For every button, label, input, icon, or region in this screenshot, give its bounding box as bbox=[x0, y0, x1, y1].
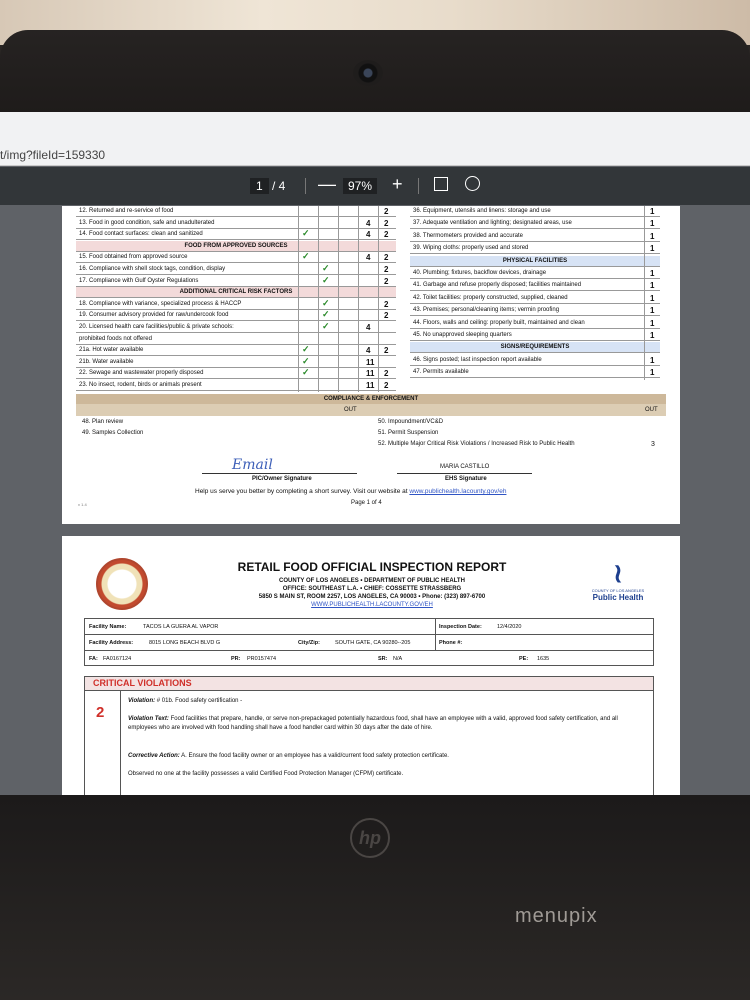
table-row bbox=[410, 305, 660, 316]
points-value: 11 bbox=[366, 357, 375, 367]
points-value: 2 bbox=[384, 381, 389, 390]
points-value: 1 bbox=[650, 231, 655, 241]
column-divider bbox=[644, 206, 645, 380]
points-value: 1 bbox=[650, 331, 655, 340]
violation-text-block bbox=[128, 715, 648, 733]
corrective-action: A. Ensure the food facility owner or an employee has a valid/current food safety protection certificate. bbox=[181, 753, 449, 759]
points-value: 2 bbox=[384, 369, 389, 379]
signature-line bbox=[397, 473, 532, 474]
row-label: 20. Licensed health care facilities/public & private schools: bbox=[79, 324, 234, 330]
table-row bbox=[410, 280, 660, 291]
row-label: 14. Food contact surfaces: clean and sanitized bbox=[79, 231, 203, 238]
county-seal-icon bbox=[96, 558, 148, 610]
row-label: 44. Floors, walls and ceiling: properly built, maintained and clean bbox=[413, 319, 585, 326]
rotate-icon[interactable] bbox=[465, 176, 480, 191]
watermark: menupix bbox=[515, 905, 598, 927]
table-row bbox=[76, 380, 396, 391]
zoom-out-button[interactable]: — bbox=[318, 174, 336, 194]
compliance-header: COMPLIANCE & ENFORCEMENT bbox=[76, 394, 666, 404]
facility-info-box bbox=[84, 618, 654, 666]
column-divider bbox=[358, 206, 359, 392]
row-label: 42. Toilet facilities: properly constructed, supplied, cleaned bbox=[413, 294, 568, 301]
points-value: 11 bbox=[366, 381, 375, 390]
violation-line bbox=[128, 697, 648, 706]
points-value: 1 bbox=[650, 207, 655, 216]
sr-label: SR: bbox=[378, 656, 388, 662]
points-value: 2 bbox=[384, 218, 389, 228]
checkmark-icon: ✓ bbox=[322, 310, 330, 320]
points-value: 1 bbox=[650, 318, 655, 328]
pe-label: PE: bbox=[519, 656, 529, 662]
url-text[interactable]: t/img?fileId=159330 bbox=[0, 148, 106, 162]
checkmark-icon: ✓ bbox=[302, 368, 310, 378]
table-row bbox=[410, 318, 660, 329]
violation-value: # 01b. Food safety certification - bbox=[156, 698, 243, 704]
points-value: 2 bbox=[384, 299, 389, 309]
form-version: v 1.4 bbox=[78, 502, 87, 507]
checkmark-icon: ✓ bbox=[302, 252, 310, 262]
logo-name: Public Health bbox=[592, 593, 644, 602]
row-label: 46. Signs posted; last inspection report available bbox=[413, 356, 542, 363]
report-website-link[interactable]: WWW.PUBLICHEALTH.LACOUNTY.GOV/EH bbox=[311, 602, 433, 608]
pdf-page-2 bbox=[62, 536, 680, 795]
table-row bbox=[76, 357, 396, 368]
row-label: 13. Food in good condition, safe and unadulterated bbox=[79, 219, 215, 226]
table-row bbox=[76, 206, 396, 217]
out-label: OUT bbox=[645, 407, 658, 413]
table-row bbox=[76, 229, 396, 240]
ehs-signature-label: EHS Signature bbox=[445, 476, 487, 482]
observed-text: Observed no one at the facility possesses a valid Certified Food Protection Manager (CFPM) certificate. bbox=[128, 771, 404, 777]
facility-address: 8015 LONG BEACH BLVD G bbox=[149, 640, 221, 646]
table-row bbox=[410, 231, 660, 242]
survey-link[interactable]: www.publichealth.lacounty.gov/eh bbox=[409, 488, 507, 495]
row-label: 19. Consumer advisory provided for raw/undercook food bbox=[79, 312, 229, 319]
table-row bbox=[76, 218, 396, 229]
survey-message: Help us serve you better by completing a short survey. Visit our website at bbox=[195, 488, 408, 495]
points-value: 1 bbox=[650, 293, 655, 303]
phone-label: Phone #: bbox=[439, 640, 463, 646]
zoom-in-button[interactable]: + bbox=[392, 174, 403, 194]
section-header: SIGNS/REQUIREMENTS bbox=[410, 342, 660, 353]
compliance-value: 3 bbox=[651, 441, 655, 448]
points-value: 1 bbox=[650, 355, 655, 365]
row-label: 17. Compliance with Gulf Oyster Regulations bbox=[79, 277, 199, 284]
critical-violations-header: CRITICAL VIOLATIONS bbox=[84, 676, 654, 691]
checkmark-icon: ✓ bbox=[322, 275, 330, 285]
violation-text-label: Violation Text: bbox=[128, 716, 169, 722]
points-value: 2 bbox=[384, 265, 389, 274]
fit-to-page-icon[interactable] bbox=[434, 177, 448, 191]
row-label: prohibited foods not offered bbox=[79, 335, 152, 342]
section-header: PHYSICAL FACILITIES bbox=[410, 256, 660, 267]
table-row bbox=[410, 218, 660, 229]
points-value: 4 bbox=[366, 323, 371, 332]
row-label: 39. Wiping cloths: properly used and stored bbox=[413, 245, 529, 252]
compliance-item: 48. Plan review bbox=[82, 419, 124, 425]
checkmark-icon: ✓ bbox=[302, 356, 310, 366]
row-label: 45. No unapproved sleeping quarters bbox=[413, 332, 512, 338]
compliance-item: 50. Impoundment/VC&D bbox=[378, 419, 444, 425]
table-row bbox=[76, 299, 396, 310]
row-label: 22. Sewage and wastewater properly disposed bbox=[79, 370, 204, 377]
violation-text: Food facilities that prepare, handle, or serve non-prepackaged potentially hazardous food, shall have an employee with a valid, approved food safety certification, and all employees who are involved with food handling shall have a food handler card within 30 days after the date of hire. bbox=[128, 716, 618, 731]
divider bbox=[120, 691, 121, 795]
table-row bbox=[410, 206, 660, 217]
divider bbox=[85, 650, 653, 651]
compliance-item: 49. Samples Collection bbox=[82, 430, 144, 436]
points-value: 2 bbox=[384, 253, 389, 263]
violation-points: 2 bbox=[96, 704, 105, 721]
checkmark-icon: ✓ bbox=[302, 345, 310, 355]
table-row bbox=[76, 310, 396, 321]
public-health-logo-icon: ≀ bbox=[613, 558, 623, 588]
column-divider bbox=[338, 206, 339, 392]
compliance-item: 52. Multiple Major Critical Risk Violations / Increased Risk to Public Health bbox=[378, 441, 575, 447]
public-health-logo bbox=[590, 558, 646, 602]
compliance-band bbox=[76, 404, 666, 416]
row-label: 37. Adequate ventilation and lighting; designated areas, use bbox=[413, 220, 572, 227]
points-value: 1 bbox=[650, 306, 655, 316]
corrective-action-label: Corrective Action: bbox=[128, 753, 180, 759]
page-number-input[interactable]: 1 bbox=[250, 178, 269, 194]
row-label: 36. Equipment, utensils and linens: storage and use bbox=[413, 208, 551, 214]
points-value: 1 bbox=[650, 244, 655, 254]
out-label: OUT bbox=[344, 407, 357, 413]
toolbar-divider bbox=[305, 178, 306, 194]
pe-value: 1635 bbox=[537, 656, 550, 662]
column-divider bbox=[298, 206, 299, 392]
table-row bbox=[76, 322, 396, 333]
violation-label: Violation: bbox=[128, 698, 156, 704]
table-row bbox=[76, 345, 396, 356]
fa-label: FA: bbox=[89, 656, 98, 662]
hp-logo-icon: hp bbox=[350, 818, 390, 858]
section-header: FOOD FROM APPROVED SOURCES bbox=[76, 241, 396, 252]
table-row bbox=[76, 252, 396, 263]
points-value: 4 bbox=[366, 230, 371, 240]
table-row bbox=[76, 368, 396, 379]
pic-signature-label: PIC/Owner Signature bbox=[252, 476, 312, 482]
critical-violations-box bbox=[84, 691, 654, 795]
table-row bbox=[76, 334, 396, 345]
table-row bbox=[410, 355, 660, 366]
checkmark-icon: ✓ bbox=[322, 264, 330, 273]
row-label: 23. No insect, rodent, birds or animals present bbox=[79, 382, 202, 388]
points-value: 4 bbox=[366, 218, 371, 228]
survey-text bbox=[195, 488, 506, 495]
points-value: 2 bbox=[384, 311, 389, 321]
ehs-name: MARIA CASTILLO bbox=[440, 464, 490, 470]
corrective-action-block bbox=[128, 752, 648, 761]
points-value: 2 bbox=[384, 276, 389, 286]
table-row bbox=[76, 264, 396, 275]
row-label: 15. Food obtained from approved source bbox=[79, 254, 188, 261]
section-header: ADDITIONAL CRITICAL RISK FACTORS bbox=[76, 287, 396, 298]
table-row bbox=[410, 330, 660, 341]
row-label: 18. Compliance with variance, specialized process & HACCP bbox=[79, 300, 242, 307]
points-value: 2 bbox=[384, 207, 389, 216]
row-label: 16. Compliance with shell stock tags, condition, display bbox=[79, 266, 226, 272]
inspection-date: 12/4/2020 bbox=[497, 624, 522, 630]
pr-label: PR: bbox=[231, 656, 241, 662]
column-divider bbox=[318, 206, 319, 392]
points-value: 4 bbox=[366, 253, 371, 263]
laptop-screen bbox=[0, 112, 750, 795]
row-label: 38. Thermometers provided and accurate bbox=[413, 232, 523, 239]
row-label: 21a. Hot water available bbox=[79, 347, 144, 354]
row-label: 41. Garbage and refuse properly disposed; facilities maintained bbox=[413, 282, 582, 289]
facility-name: TACOS LA GUERA AL VAPOR bbox=[143, 624, 219, 630]
divider bbox=[435, 619, 436, 650]
pdf-toolbar bbox=[0, 167, 750, 205]
pr-value: PR0157474 bbox=[247, 656, 277, 662]
table-row bbox=[410, 268, 660, 279]
sr-value: N/A bbox=[393, 656, 403, 662]
points-value: 1 bbox=[650, 219, 655, 229]
divider bbox=[85, 634, 653, 635]
page-label: Page 1 of 4 bbox=[351, 500, 382, 506]
points-value: 1 bbox=[650, 281, 655, 291]
report-subtitle: COUNTY OF LOS ANGELES • DEPARTMENT OF PUBLIC HEALTH bbox=[279, 578, 465, 584]
fa-value: FA0167124 bbox=[103, 656, 132, 662]
page-total: / 4 bbox=[272, 179, 286, 193]
points-value: 1 bbox=[650, 368, 655, 378]
signature-line bbox=[202, 473, 357, 474]
pdf-page-1 bbox=[62, 206, 680, 524]
pic-signature: Email bbox=[232, 457, 273, 473]
points-value: 2 bbox=[384, 230, 389, 240]
table-row bbox=[410, 293, 660, 304]
row-label: 12. Returned and re-service of food bbox=[79, 208, 174, 214]
report-office: OFFICE: SOUTHEAST L.A. • CHIEF: COSSETTE STRASSBERG bbox=[282, 586, 462, 592]
checkmark-icon: ✓ bbox=[322, 298, 330, 308]
compliance-item: 51. Permit Suspension bbox=[378, 430, 439, 436]
toolbar-divider bbox=[418, 178, 419, 194]
checkmark-icon: ✓ bbox=[322, 322, 330, 331]
row-label: 47. Permits available bbox=[413, 369, 469, 376]
zoom-level-input[interactable]: 97% bbox=[343, 178, 377, 194]
table-row bbox=[410, 367, 660, 378]
points-value: 4 bbox=[366, 346, 371, 356]
report-address: 5850 S MAIN ST, ROOM 2257, LOS ANGELES, CA 90003 • Phone: (323) 897-6700 bbox=[258, 594, 486, 600]
city-zip-label: City/Zip: bbox=[298, 640, 320, 646]
logo-county: COUNTY OF LOS ANGELES bbox=[591, 588, 645, 593]
table-row bbox=[76, 276, 396, 287]
table-row bbox=[410, 243, 660, 254]
row-label: 21b. Water available bbox=[79, 358, 134, 365]
facility-address-label: Facility Address: bbox=[89, 640, 134, 646]
browser-address-bar[interactable] bbox=[0, 112, 750, 166]
row-label: 43. Premises; personal/cleaning items; vermin proofing bbox=[413, 307, 560, 314]
points-value: 11 bbox=[366, 369, 375, 379]
points-value: 2 bbox=[384, 346, 389, 356]
row-label: 40. Plumbing; fixtures, backflow devices, drainage bbox=[413, 270, 547, 276]
checkmark-icon: ✓ bbox=[302, 229, 310, 239]
inspection-date-label: Inspection Date: bbox=[439, 624, 482, 630]
webcam bbox=[353, 60, 383, 86]
facility-name-label: Facility Name: bbox=[89, 624, 127, 630]
report-title: RETAIL FOOD OFFICIAL INSPECTION REPORT bbox=[237, 560, 507, 574]
column-divider bbox=[378, 206, 379, 392]
points-value: 1 bbox=[650, 269, 655, 278]
city-zip: SOUTH GATE, CA 90280--205 bbox=[335, 640, 411, 646]
